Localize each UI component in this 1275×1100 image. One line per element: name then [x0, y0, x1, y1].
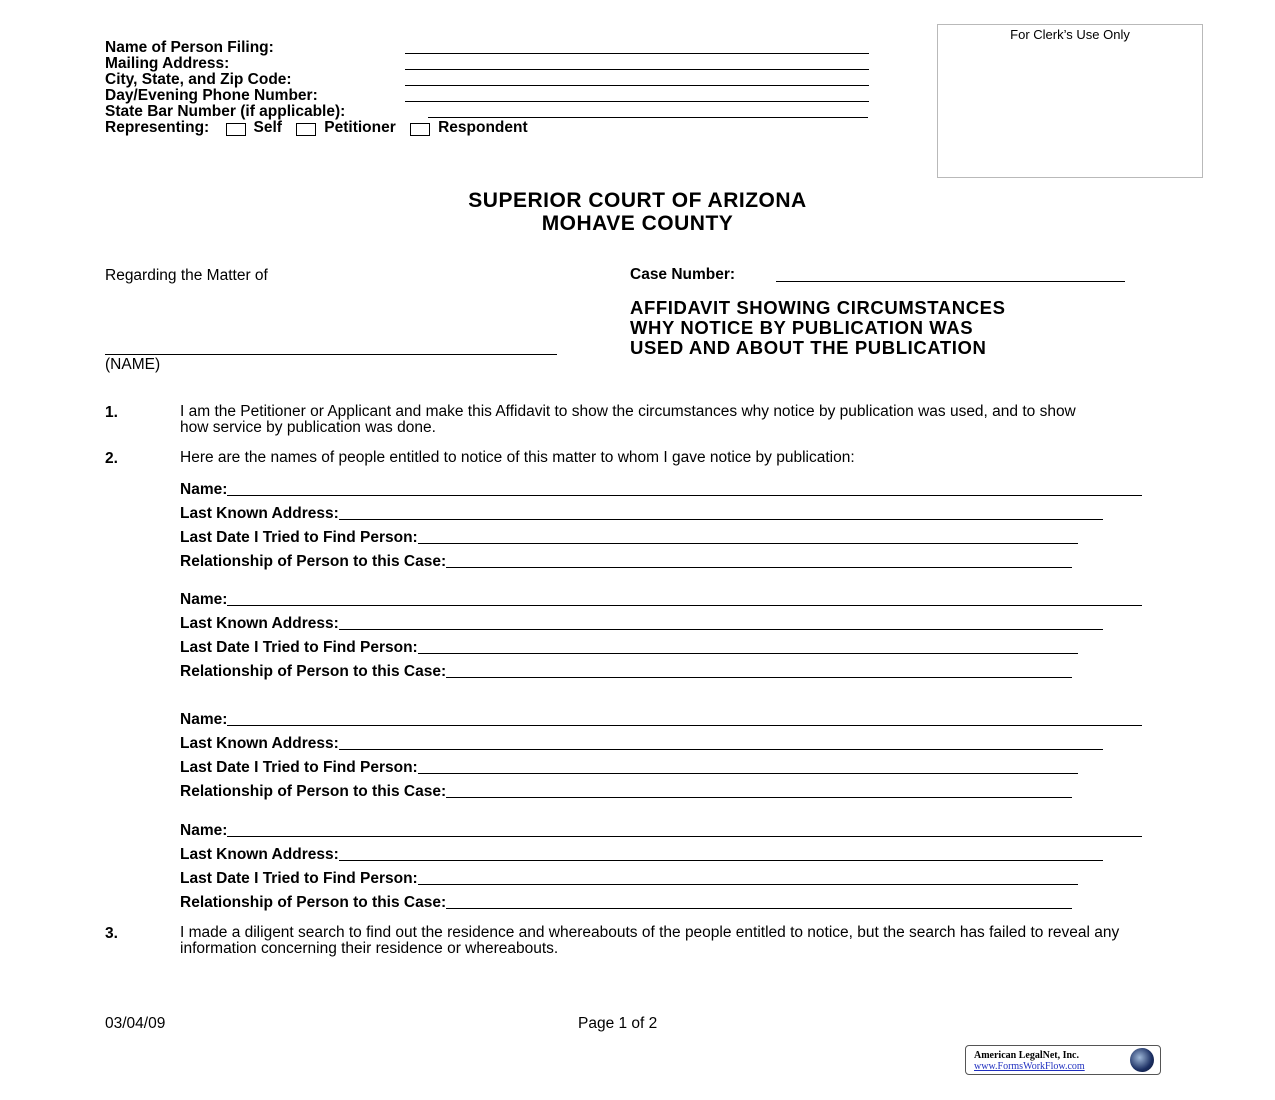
representing-row: [105, 120, 538, 136]
filer-address-field[interactable]: [405, 69, 869, 70]
item-number: 2.: [105, 450, 118, 467]
person-last-date-field: [180, 637, 1078, 657]
filer-label-name: Name of Person Filing:: [105, 39, 274, 56]
item-number: 1.: [105, 404, 118, 421]
field-line[interactable]: [418, 543, 1078, 544]
matter-name-caption: (NAME): [105, 356, 161, 373]
field-line[interactable]: [446, 797, 1072, 798]
respondent-label: Respondent: [438, 119, 528, 136]
filer-bar-field[interactable]: [428, 117, 868, 118]
field-line[interactable]: [227, 605, 1142, 606]
court-name: SUPERIOR COURT OF ARIZONA: [468, 189, 807, 212]
field-line[interactable]: [446, 567, 1072, 568]
field-line[interactable]: [339, 629, 1103, 630]
clerk-use-label: For Clerk’s Use Only: [1010, 27, 1130, 42]
clerk-use-box: [937, 24, 1203, 178]
field-label: Last Date I Tried to Find Person:: [180, 639, 418, 656]
petitioner-checkbox[interactable]: [296, 123, 316, 136]
field-label: Relationship of Person to this Case:: [180, 783, 447, 800]
person-name-field: [180, 479, 1142, 499]
item-text: I am the Petitioner or Applicant and make this Affidavit to show the circumstances why notice by publication was used, and to show how service by publication was done.: [180, 403, 1076, 436]
field-line[interactable]: [227, 836, 1142, 837]
item-text: I made a diligent search to find out the residence and whereabouts of the people entitled to notice, but the search has failed to reveal any information concerning their residence or whereabouts.: [180, 924, 1120, 957]
matter-label: Regarding the Matter of: [105, 267, 268, 284]
field-line[interactable]: [418, 884, 1078, 885]
representing-label: Representing:: [105, 119, 210, 136]
self-checkbox[interactable]: [226, 123, 246, 136]
field-label: Name:: [180, 481, 228, 498]
footer-date: 03/04/09: [105, 1015, 166, 1032]
person-relationship-field: [180, 892, 1072, 912]
self-label: Self: [253, 119, 282, 136]
field-line[interactable]: [418, 653, 1078, 654]
field-label: Last Known Address:: [180, 846, 339, 863]
logo-url-link[interactable]: www.FormsWorkFlow.com: [974, 1061, 1085, 1072]
filer-label-phone: Day/Evening Phone Number:: [105, 87, 318, 104]
filer-phone-field[interactable]: [405, 101, 869, 102]
item-number: 3.: [105, 925, 118, 942]
field-line[interactable]: [446, 677, 1072, 678]
field-label: Last Known Address:: [180, 735, 339, 752]
field-label: Last Date I Tried to Find Person:: [180, 759, 418, 776]
american-legalnet-logo[interactable]: [965, 1045, 1161, 1075]
field-line[interactable]: [418, 773, 1078, 774]
person-name-field: [180, 820, 1142, 840]
field-label: Name:: [180, 822, 228, 839]
person-last-date-field: [180, 868, 1078, 888]
person-name-field: [180, 709, 1142, 729]
matter-name-line[interactable]: [105, 354, 557, 355]
person-name-field: [180, 589, 1142, 609]
field-line[interactable]: [339, 860, 1103, 861]
filer-label-bar: State Bar Number (if applicable):: [105, 103, 346, 120]
field-line[interactable]: [446, 908, 1072, 909]
field-label: Relationship of Person to this Case:: [180, 894, 447, 911]
document-title-line2: WHY NOTICE BY PUBLICATION WAS: [630, 317, 974, 338]
field-label: Relationship of Person to this Case:: [180, 553, 447, 570]
person-relationship-field: [180, 661, 1072, 681]
field-label: Name:: [180, 711, 228, 728]
field-label: Name:: [180, 591, 228, 608]
field-line[interactable]: [339, 519, 1103, 520]
person-address-field: [180, 733, 1103, 753]
person-relationship-field: [180, 551, 1072, 571]
person-address-field: [180, 503, 1103, 523]
filer-city-field[interactable]: [405, 85, 869, 86]
respondent-checkbox[interactable]: [410, 123, 430, 136]
field-line[interactable]: [227, 495, 1142, 496]
case-number-label: Case Number:: [630, 266, 736, 283]
filer-name-field[interactable]: [405, 53, 869, 54]
petitioner-label: Petitioner: [324, 119, 396, 136]
field-label: Last Known Address:: [180, 505, 339, 522]
footer-page-number: Page 1 of 2: [578, 1015, 658, 1032]
field-line[interactable]: [227, 725, 1142, 726]
item-text: Here are the names of people entitled to notice of this matter to whom I gave notice by publication:: [180, 449, 855, 466]
document-title-line1: AFFIDAVIT SHOWING CIRCUMSTANCES: [630, 297, 1006, 318]
person-last-date-field: [180, 527, 1078, 547]
person-last-date-field: [180, 757, 1078, 777]
field-label: Relationship of Person to this Case:: [180, 663, 447, 680]
person-address-field: [180, 613, 1103, 633]
county-name: MOHAVE COUNTY: [541, 212, 734, 235]
person-address-field: [180, 844, 1103, 864]
field-line[interactable]: [339, 749, 1103, 750]
field-label: Last Known Address:: [180, 615, 339, 632]
case-number-field[interactable]: [776, 281, 1125, 282]
logo-company: American LegalNet, Inc.: [974, 1050, 1079, 1061]
field-label: Last Date I Tried to Find Person:: [180, 870, 418, 887]
filer-label-city: City, State, and Zip Code:: [105, 71, 292, 88]
document-title-line3: USED AND ABOUT THE PUBLICATION: [630, 337, 987, 358]
field-label: Last Date I Tried to Find Person:: [180, 529, 418, 546]
filer-label-address: Mailing Address:: [105, 55, 230, 72]
person-relationship-field: [180, 781, 1072, 801]
globe-icon: [1130, 1048, 1154, 1072]
